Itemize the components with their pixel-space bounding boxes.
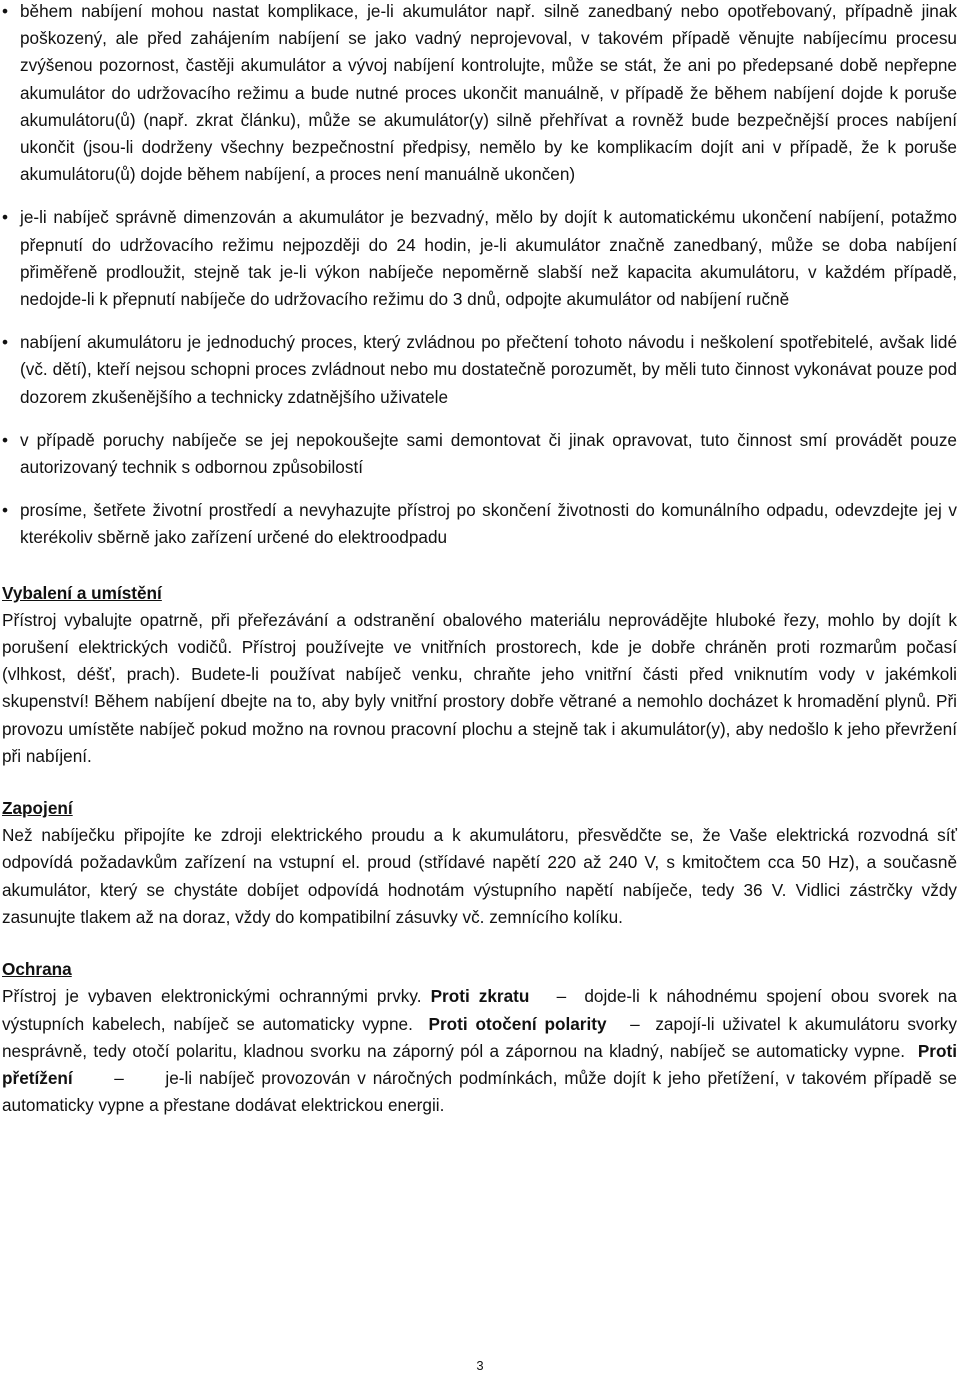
list-item-text: nabíjení akumulátoru je jednoduchý proces, který zvládnou po přečtení tohoto návodu i neškolení spotřebitelé, avšak lidé (vč. dětí), kteří nejsou schopni proces zvládnout nebo mu dostatečně porozumět, by měli tuto činnost vykonávat pouze pod dozorem zkušenějšího a technicky zdatnějšího uživatele — [20, 332, 957, 407]
section-unpacking — [2, 580, 957, 770]
protection-dash: – — [630, 1013, 640, 1034]
bullet-marker: • — [2, 429, 9, 450]
protection-intro: Přístroj je vybaven elektronickými ochrannými prvky. — [2, 986, 422, 1007]
list-item — [2, 0, 957, 188]
bullet-marker: • — [2, 207, 9, 228]
bullet-marker: • — [2, 500, 9, 521]
list-item-text: během nabíjení mohou nastat komplikace, je-li akumulátor např. silně zanedbaný nebo opotřebovaný, případně jinak poškozený, ale před zahájením nabíjení se jako vadný neprojevoval, v takovém případě věnujte nabíjecímu procesu zvýšenou pozornost, častěji akumulátor a vývoj nabíjení kontrolujte, může se stát, že ani po předepsané době nepřepne akumulátor do udržovacího režimu a bude nutné proces ukončit manuálně, v případě že během nabíjení dojde k poruše akumulátoru(ů) (např. zkrat článku), může se akumulátor(y) silně přehřívat a rovněž bude bezpečnější proces nabíjení ukončit (jsou-li dodrženy všechny bezpečnostní předpisy, nemělo by ke komplikacím dojít ani v případě, že k poruše akumulátoru(ů) dojde během nabíjení, a proces není manuálně ukončen) — [20, 1, 957, 185]
section-heading: Zapojení — [2, 798, 73, 819]
list-item-text: prosíme, šetřete životní prostředí a nevyhazujte přístroj po skončení životnosti do komunálního odpadu, odevzdejte jej v kterékoliv sběrně jako zařízení určené do elektroodpadu — [20, 500, 957, 548]
list-item — [2, 204, 957, 313]
section-paragraph — [2, 983, 957, 1119]
list-item — [2, 329, 957, 411]
section-paragraph: Přístroj vybalujte opatrně, při přeřezávání a odstranění obalového materiálu neprovádějte hluboké řezy, mohlo by dojít k porušení elektrických vodičů. Přístroj používejte ve vnitřních prostorech, kde je dobře chráněn proti rozmarům počasí (vlhkost, déšť, prach). Budete-li používat nabíječ venku, chraňte jeho vnitřní části před vniknutím vody v jakémkoli skupenství! Během nabíjení dbejte na to, aby byly vnitřní prostory dobře větrané a nemohlo docházet k hromadění plynů. Při provozu umístěte nabíječ pokud možno na rovnou pracovní plochu a stejně tak i akumulátor(y), aby nedošlo k jeho převržení při nabíjení. — [2, 609, 957, 766]
protection-dash: – — [556, 986, 567, 1007]
section-heading: Vybalení a umístění — [2, 582, 162, 603]
protection-text-polarity: zapojí-li uživatel k akumulátoru svorky nesprávně, tedy otočí polaritu, kladnou svorku na záporný pól a zápornou na kladný, nabíječ se automaticky vypne. — [2, 1013, 957, 1061]
page-number: 3 — [476, 1358, 484, 1373]
protection-text-overload: je-li nabíječ provozován v náročných podmínkách, může dojít k jeho přetížení, v takovém případě se automaticky vypne a přestane dodávat elektrickou energii. — [2, 1067, 957, 1116]
protection-label-short-circuit: Proti zkratu — [430, 986, 530, 1007]
protection-text-short-circuit: dojde-li k náhodnému spojení obou svorek na výstupních kabelech, nabíječ se automaticky vypne. — [2, 986, 957, 1034]
section-paragraph: Než nabíječku připojíte ke zdroji elektrického proudu a k akumulátoru, přesvědčte se, že Vaše elektrická rozvodná síť odpovídá požadavkům zařízení na vstupní el. proud (střídavé napětí 220 až 240 V, s kmitočtem cca 50 Hz), a současně akumulátor, který se chystáte dobíjet odpovídá hodnotám výstupního napětí nabíječe, tedy 36 V. Vidlici zástrčky vždy zasunujte tlakem až na doraz, vždy do kompatibilní zásuvky vč. zemnícího kolíku. — [2, 825, 957, 927]
section-heading: Ochrana — [2, 959, 72, 980]
protection-label-overload: Proti přetížení — [2, 1040, 957, 1088]
section-connection — [2, 795, 957, 931]
bullet-marker: • — [2, 332, 9, 353]
list-item — [2, 427, 957, 481]
list-item-text: je-li nabíječ správně dimenzován a akumulátor je bezvadný, mělo by dojít k automatickému ukončení nabíjení, potažmo přepnutí do udržovacího režimu nejpozději do 24 hodin, je-li akumulátor značně zanedbaný, může se doba nabíjení přiměřeně prodloužit, stejně tak je-li výkon nabíječe nepoměrně slabší než kapacita akumulátoru, v každém případě, nedojde-li k přepnutí nabíječe do udržovacího režimu do 3 dnů, odpojte akumulátor od nabíjení ručně — [20, 207, 957, 310]
list-item — [2, 497, 957, 551]
section-protection — [2, 956, 957, 1119]
list-item-text: v případě poruchy nabíječe se jej nepokoušejte sami demontovat či jinak opravovat, tuto činnost smí provádět pouze autorizovaný technik s odbornou způsobilostí — [20, 429, 957, 478]
protection-label-polarity: Proti otočení polarity — [428, 1013, 607, 1034]
protection-dash: – — [114, 1067, 124, 1088]
page-content — [2, 0, 957, 1119]
bullet-marker: • — [2, 1, 9, 21]
